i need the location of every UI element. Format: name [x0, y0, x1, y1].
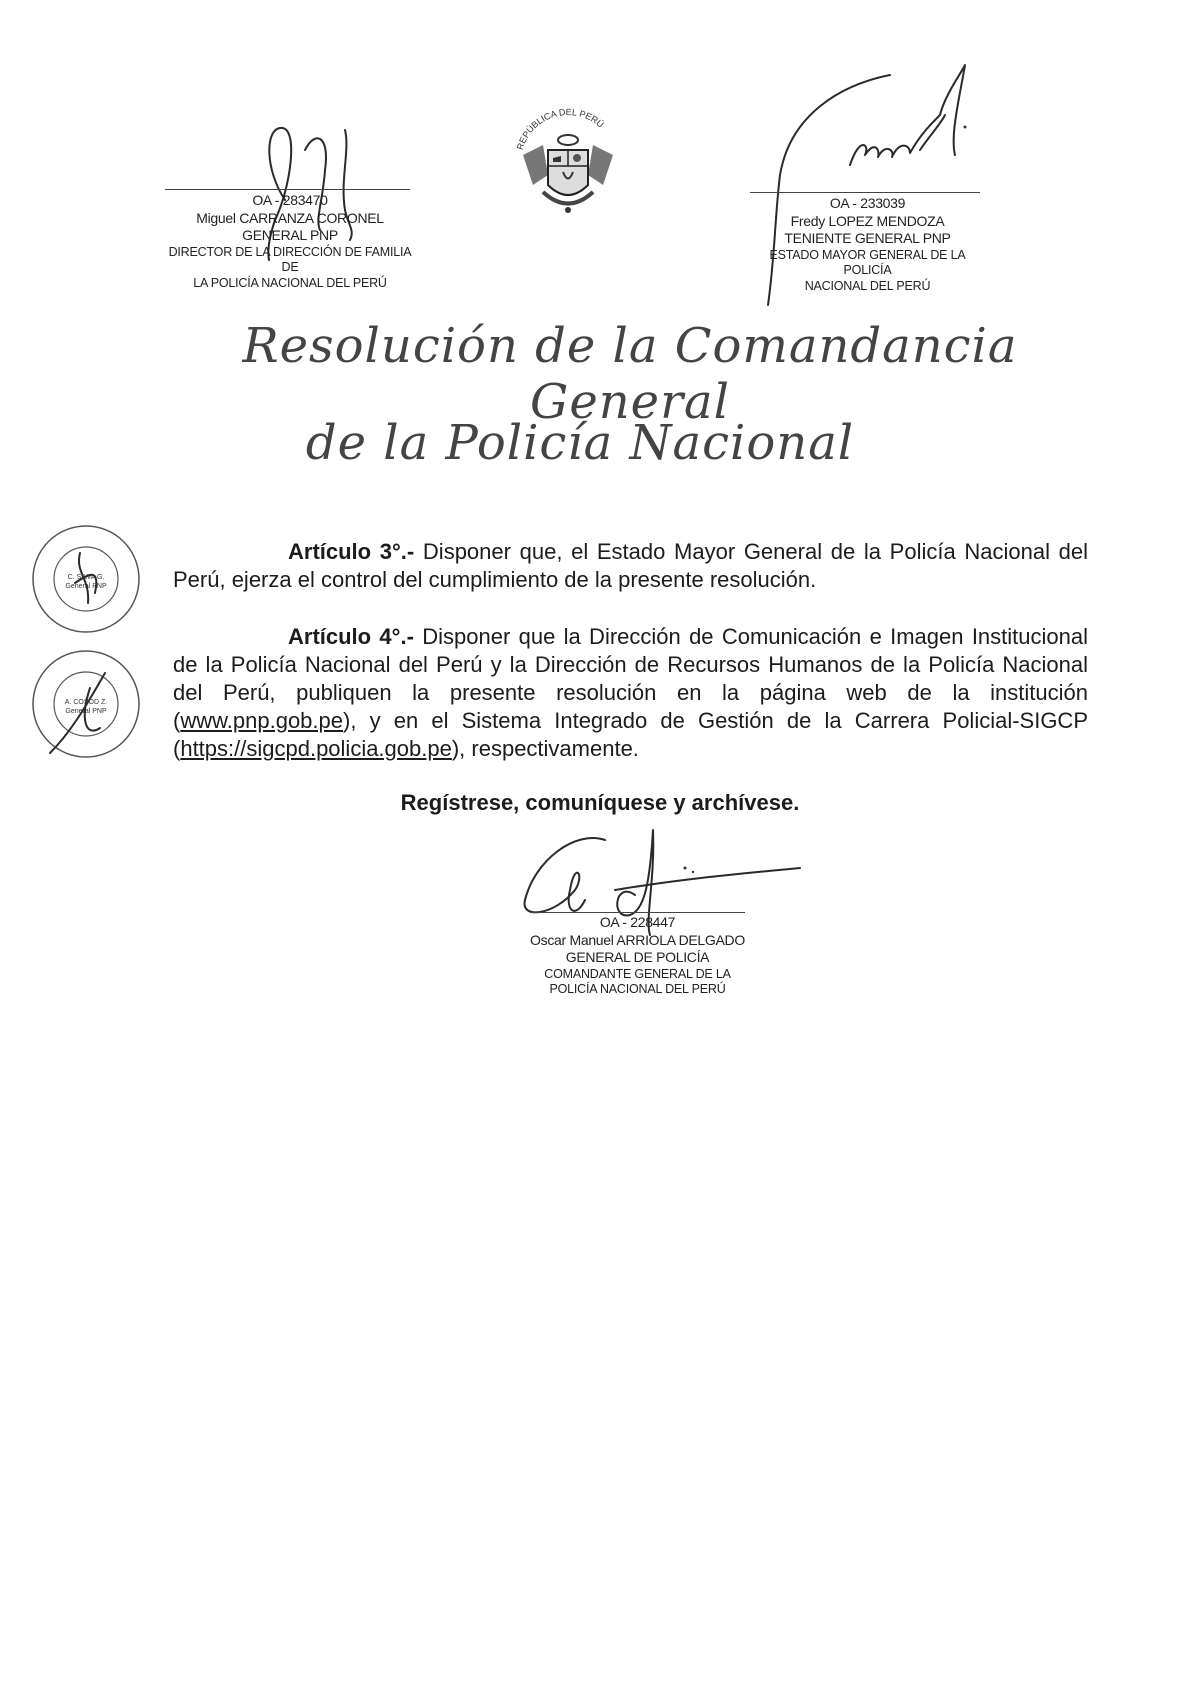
article-3-label: Artículo 3°.-	[288, 539, 415, 564]
article-3-text: Disponer que, el Estado Mayor General de la Policía Nacional del Perú, ejerza el control del cumplimiento de la presente resolución.	[173, 539, 1088, 592]
document-title-line1: Resolución de la Comandancia General	[242, 318, 1018, 430]
article-4-text-3: ), respectivamente.	[451, 736, 639, 761]
article-4-label: Artículo 4°.-	[288, 624, 414, 649]
signature-line-left	[165, 189, 410, 190]
article-3	[173, 538, 1088, 594]
signature-line-bottom	[530, 912, 745, 913]
margin-seal-2	[30, 648, 142, 760]
signatory-right-position-1: ESTADO MAYOR GENERAL DE LA POLICÍA	[769, 247, 966, 278]
signatory-left-rank: GENERAL PNP	[242, 227, 338, 243]
signatory-bottom-position-2: POLICÍA NACIONAL DEL PERÚ	[549, 982, 726, 997]
signatory-right-position-2: NACIONAL DEL PERÚ	[804, 278, 931, 293]
article-4-text-1: Disponer que la Dirección de Comunicación e Imagen Institucional de la Policía Nacional del Perú y la Dirección de Recursos Humanos de la Policía Nacional del Perú, publiquen la presente resolución en la página web de la institución (	[173, 624, 1088, 733]
seal-1-line2: General PNP	[65, 583, 107, 590]
article-4-text-2: ), y en el Sistema Integrado de Gestión de la Carrera Policial-SIGCP (	[173, 708, 1088, 761]
signatory-right-name: Fredy LOPEZ MENDOZA	[790, 212, 945, 229]
signatory-left	[160, 192, 420, 291]
document-title-line2: de la Policía Nacional	[305, 415, 855, 471]
signature-line-right	[750, 192, 980, 193]
seal-1-line1: C. SILVA G.	[67, 574, 105, 581]
signatory-left-name: Miguel CARRANZA CORONEL	[196, 209, 384, 226]
signatory-bottom-name: Oscar Manuel ARRIOLA DELGADO	[530, 931, 745, 948]
signatory-right-rank: TENIENTE GENERAL PNP	[784, 230, 951, 246]
coat-of-arms-icon	[503, 100, 633, 230]
seal-2-line1: A. COSOD Z.	[64, 699, 108, 706]
article-4	[173, 623, 1088, 763]
signatory-right	[745, 195, 990, 294]
closing-formula: Regístrese, comuníquese y archívese.	[400, 790, 800, 815]
svg-text:REPÚBLICA DEL PERÚ	[515, 107, 606, 151]
seal-2-line2: General PNP	[65, 708, 107, 715]
national-emblem	[503, 100, 633, 230]
emblem-legend: REPÚBLICA DEL PERÚ	[514, 106, 606, 151]
signatory-left-id: OA - 283470	[252, 192, 328, 208]
signatory-left-position-1: DIRECTOR DE LA DIRECCIÓN DE FAMILIA DE	[168, 244, 412, 275]
signatory-bottom-rank: GENERAL DE POLICÍA	[565, 949, 710, 965]
signatory-left-position-2: LA POLICÍA NACIONAL DEL PERÚ	[193, 275, 387, 290]
sigcp-website-link[interactable]: https://sigcpd.policia.gob.pe	[180, 736, 452, 761]
signatory-bottom	[510, 914, 765, 998]
pnp-website-link[interactable]: www.pnp.gob.pe	[180, 708, 343, 733]
signatory-bottom-position-1: COMANDANTE GENERAL DE LA	[544, 966, 731, 981]
margin-seal-1	[30, 523, 142, 635]
signatory-bottom-id: OA - 228447	[599, 914, 676, 930]
signatory-right-id: OA - 233039	[829, 195, 906, 211]
